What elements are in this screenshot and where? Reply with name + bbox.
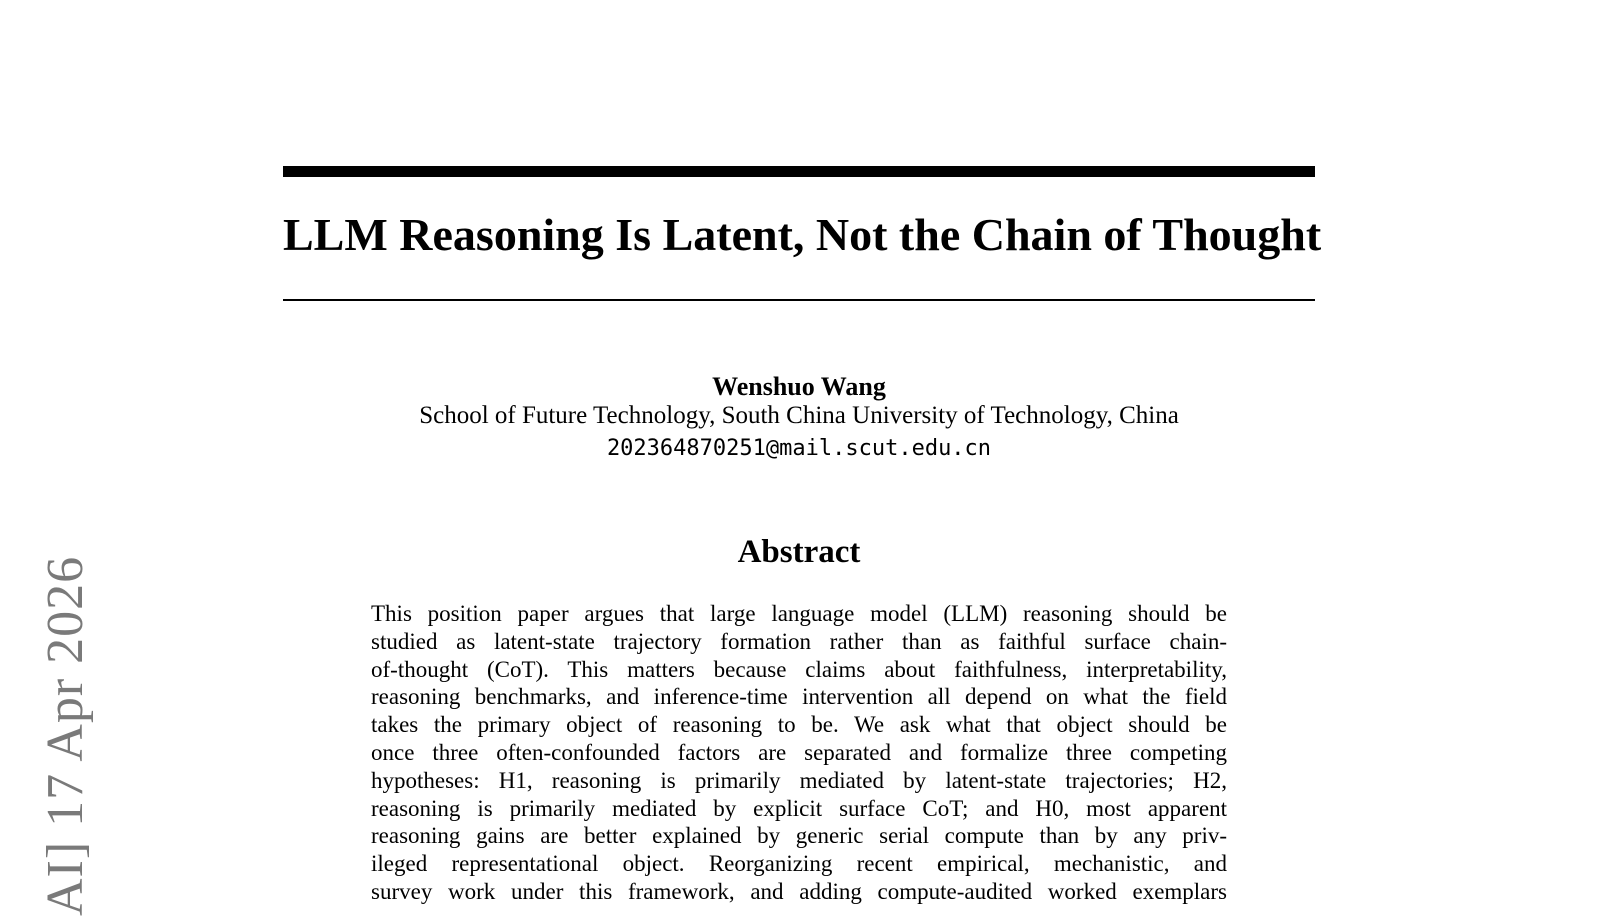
paper-title: LLM Reasoning Is Latent, Not the Chain of Thought	[283, 209, 1322, 260]
abstract-line: takes the primary object of reasoning to be. We ask what that object should be	[371, 712, 1227, 738]
author-name: Wenshuo Wang	[712, 372, 886, 401]
abstract-heading: Abstract	[737, 534, 861, 570]
abstract-line: reasoning benchmarks, and inference-time intervention all depend on what the field	[371, 684, 1227, 710]
abstract-line: of-thought (CoT). This matters because claims about faithfulness, interpretability,	[371, 656, 1227, 682]
abstract-line: reasoning is primarily mediated by explicit surface CoT; and H0, most apparent	[371, 795, 1227, 821]
author-email: 202364870251@mail.scut.edu.cn	[606, 436, 992, 461]
title-rule-top	[283, 166, 1315, 177]
arxiv-watermark: AI] 17 Apr 2026	[37, 555, 94, 916]
author-affiliation: School of Future Technology, South China University of Technology, China	[419, 402, 1179, 429]
abstract-line: once three often-confounded factors are separated and formalize three competing	[371, 739, 1227, 765]
abstract-line: studied as latent-state trajectory formation rather than as faithful surface chain-	[371, 628, 1227, 654]
abstract-line: hypotheses: H1, reasoning is primarily mediated by latent-state trajectories; H2,	[371, 767, 1227, 793]
title-rule-bottom	[283, 299, 1315, 301]
abstract-line: survey work under this framework, and adding compute-audited worked exemplars	[371, 878, 1227, 904]
content-column	[283, 0, 1322, 904]
abstract-line: reasoning gains are better explained by generic serial compute than by any priv-	[371, 823, 1227, 849]
abstract-line: ileged representational object. Reorganizing recent empirical, mechanistic, and	[371, 851, 1227, 877]
abstract-line: This position paper argues that large language model (LLM) reasoning should be	[371, 601, 1227, 626]
abstract-body	[371, 600, 1227, 906]
